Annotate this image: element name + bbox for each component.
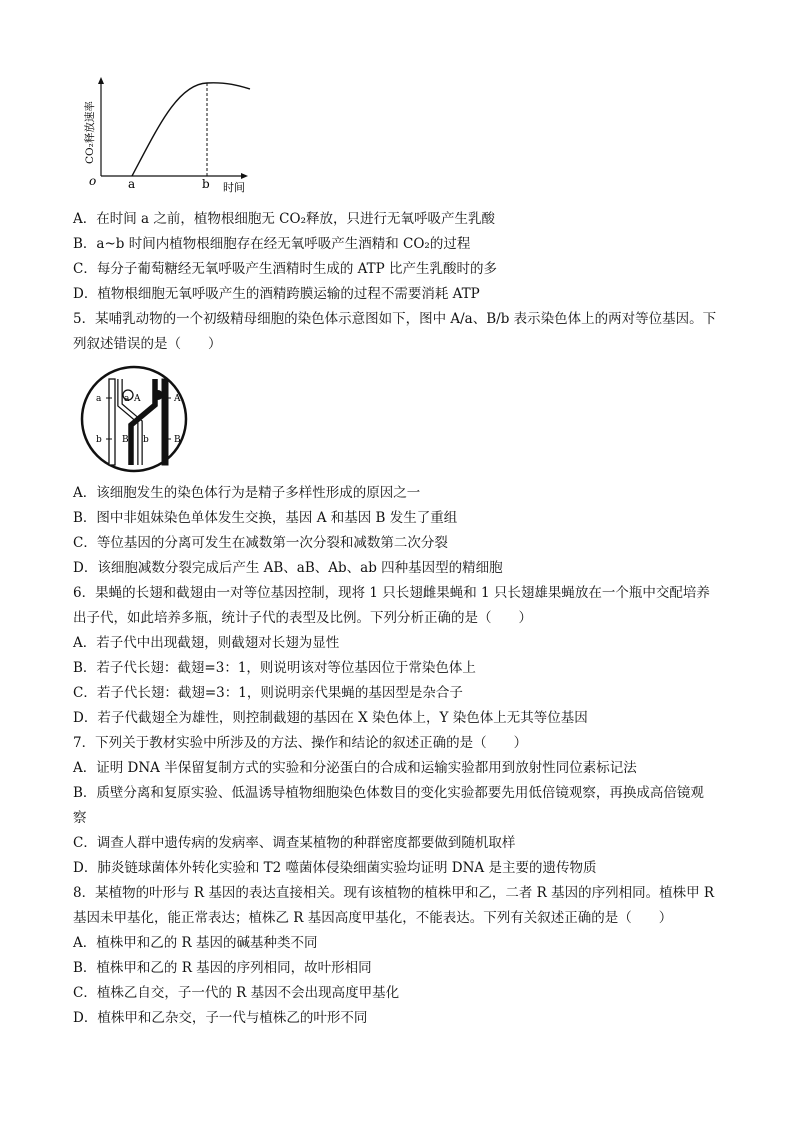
x-axis-label: 时间 xyxy=(223,181,245,194)
x-axis-arrow xyxy=(241,173,248,179)
q7-option-c: C．调查人群中遗传病的发病率、调查某植物的种群密度都要做到随机取样 xyxy=(73,835,516,851)
point-a-label: a xyxy=(128,177,136,191)
q5-option-d: D．该细胞减数分裂完成后产生 AB、aB、Ab、ab 四种基因型的精细胞 xyxy=(73,560,503,576)
q5-stem-line2: 列叙述错误的是（ ） xyxy=(73,336,222,352)
q6-option-c: C．若子代长翅：截翅=3：1，则说明亲代果蝇的基因型是杂合子 xyxy=(73,685,463,701)
q7-option-b-line2: 察 xyxy=(73,810,87,826)
q8-stem-line1: 8．某植物的叶形与 R 基因的表达直接相关。现有该植物的植株甲和乙，二者 R 基因的序列相同。植株甲 R xyxy=(73,885,715,901)
q6-option-a: A．若子代中出现截翅，则截翅对长翅为显性 xyxy=(73,635,340,651)
q8-option-b: B．植株甲和乙的 R 基因的序列相同，故叶形相同 xyxy=(73,960,372,976)
q7-option-a: A．证明 DNA 半保留复制方式的实验和分泌蛋白的合成和运输实验都用到放射性同位素标记法 xyxy=(73,760,637,776)
q4-option-b: B．a~b 时间内植物根细胞存在经无氧呼吸产生酒精和 CO₂的过程 xyxy=(73,236,471,252)
q8-option-d: D．植株甲和乙杂交，子一代与植株乙的叶形不同 xyxy=(73,1010,368,1026)
q5-option-a: A．该细胞发生的染色体行为是精子多样性形成的原因之一 xyxy=(73,485,421,501)
gene-label: A xyxy=(174,394,181,404)
q7-option-d: D．肺炎链球菌体外转化实验和 T2 噬菌体侵染细菌实验均证明 DNA 是主要的遗传物质 xyxy=(73,860,597,876)
q8-option-c: C．植株乙自交，子一代的 R 基因不会出现高度甲基化 xyxy=(73,985,400,1001)
q8-stem-line2: 基因未甲基化，能正常表达；植株乙 R 基因高度甲基化，不能表达。下列有关叙述正确的是（ ） xyxy=(73,910,673,926)
q4-option-c: C．每分子葡萄糖经无氧呼吸产生酒精时生成的 ATP 比产生乳酸时的多 xyxy=(73,261,498,277)
q5-option-b: B．图中非姐妹染色单体发生交换，基因 A 和基因 B 发生了重组 xyxy=(73,510,458,526)
co2-release-graph xyxy=(78,72,264,197)
q6-option-b: B．若子代长翅：截翅=3：1，则说明该对等位基因位于常染色体上 xyxy=(73,660,476,676)
gene-label: B xyxy=(122,435,129,445)
origin-label: o xyxy=(89,174,97,188)
gene-label: B xyxy=(174,435,181,445)
chromosome-diagram xyxy=(76,365,194,475)
q7-stem: 7．下列关于教材实验中所涉及的方法、操作和结论的叙述正确的是（ ） xyxy=(73,735,528,751)
gene-label: A xyxy=(134,394,141,404)
q6-stem-line1: 6．果蝇的长翅和截翅由一对等位基因控制，现将 1 只长翅雌果蝇和 1 只长翅雄果蝇放在一个瓶中交配培养 xyxy=(73,585,710,601)
q5-option-c: C．等位基因的分离可发生在减数第一次分裂和减数第二次分裂 xyxy=(73,535,448,551)
gene-label: b xyxy=(143,435,149,445)
y-axis-arrow xyxy=(98,77,104,84)
q7-option-b-line1: B．质壁分离和复原实验、低温诱导植物细胞染色体数目的变化实验都要先用低倍镜观察，再换成高倍镜观 xyxy=(73,785,704,801)
y-axis-label: CO₂释放速率 xyxy=(84,101,96,164)
q5-stem-line1: 5．某哺乳动物的一个初级精母细胞的染色体示意图如下，图中 A/a、B/b 表示染色体上的两对等位基因。下 xyxy=(73,311,717,327)
release-curve xyxy=(132,83,250,176)
gene-label: a xyxy=(96,394,102,404)
q4-option-d: D．植物根细胞无氧呼吸产生的酒精跨膜运输的过程不需要消耗 ATP xyxy=(73,286,480,302)
q8-option-a: A．植株甲和乙的 R 基因的碱基种类不同 xyxy=(73,935,318,951)
gene-label: a xyxy=(124,394,130,404)
point-b-label: b xyxy=(202,177,210,191)
q6-stem-line2: 出子代，如此培养多瓶，统计子代的表型及比例。下列分析正确的是（ ） xyxy=(73,610,532,626)
q6-option-d: D．若子代截翅全为雄性，则控制截翅的基因在 X 染色体上，Y 染色体上无其等位基因 xyxy=(73,710,588,726)
gene-label: b xyxy=(96,435,102,445)
q4-option-a: A．在时间 a 之前，植物根细胞无 CO₂释放，只进行无氧呼吸产生乳酸 xyxy=(73,211,495,227)
